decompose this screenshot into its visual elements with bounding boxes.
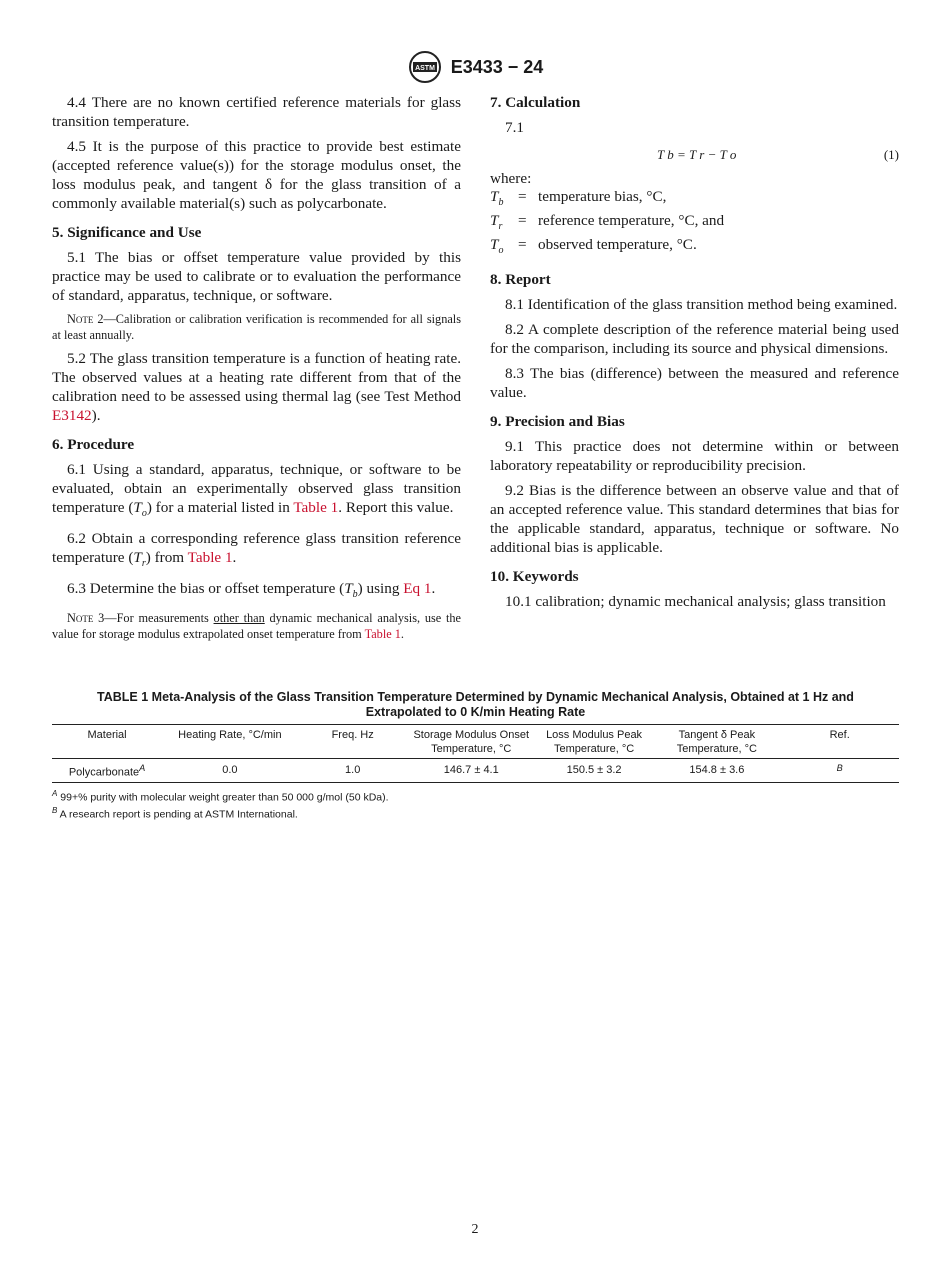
cell-freq: 1.0 (345, 764, 361, 777)
svg-text:ASTM: ASTM (414, 65, 435, 72)
cell-material (52, 759, 162, 783)
para-8-2: 8.2 A complete description of the reference material being used for the comparison, including its source and physical dimensions. (490, 321, 899, 358)
section-6-heading: 6. Procedure (52, 436, 135, 453)
table-footnotes (52, 787, 899, 822)
section-8-heading: 8. Report (490, 271, 551, 289)
section-5-heading: 5. Significance and Use (52, 224, 202, 241)
para-6-1-text: 6.1 Using a standard, apparatus, technique, or software to be evaluated, obtain an experimentally observed glass transition temperature ( (52, 461, 461, 516)
material-name: Polycarbonate (68, 766, 140, 779)
link-e3142[interactable]: E3142 (52, 407, 92, 424)
subscript-b: b (352, 589, 358, 601)
para-6-1-end: . Report this value. (338, 499, 454, 516)
footnote-b (52, 804, 899, 822)
note-2-text: 2—Calibration or calibration verification is recommended for all signals at least annually. (52, 312, 461, 342)
para-6-2-end: . (232, 549, 237, 567)
footnote-mark: A (139, 763, 146, 773)
cell-loss: 150.5 ± 3.2 (566, 764, 622, 777)
symbol-t: T (344, 580, 353, 598)
table-caption (52, 690, 899, 720)
document-designation: E3433 − 24 (450, 56, 544, 77)
table-header-row (52, 725, 899, 759)
para-6-2-mid: ) from (145, 549, 188, 567)
col-header: Storage Modulus Onset Temperature, °C (408, 725, 535, 759)
data-table (52, 724, 899, 783)
col-header: Heating Rate, °C/min (162, 725, 298, 759)
left-column (52, 93, 461, 648)
symbol-t: T (133, 549, 142, 567)
col-header: Material (52, 725, 162, 759)
where-symbol: $T_b$ (490, 188, 504, 209)
page-number: 2 (471, 1222, 479, 1237)
para-5-2-end: ). (91, 407, 101, 424)
para-6-3-end: . (431, 580, 436, 598)
where-symbol: $T_r$ (490, 212, 503, 233)
page-header (0, 50, 950, 84)
para-8-1: 8.1 Identification of the glass transition method being examined. (505, 296, 898, 314)
where-item (490, 212, 899, 236)
cell-storage: 146.7 ± 4.1 (443, 764, 499, 777)
subscript-o: o (141, 508, 147, 520)
where-equals: = (518, 212, 527, 230)
astm-logo-icon (407, 50, 443, 84)
para-6-2 (52, 529, 461, 573)
table-1 (52, 690, 899, 822)
link-table-1[interactable]: Table 1 (293, 499, 339, 516)
cell-tangent: 154.8 ± 3.6 (689, 764, 745, 777)
note-3-underlined: other than (213, 611, 265, 626)
where-item (490, 236, 899, 260)
where-label: where: (490, 170, 532, 187)
para-5-2-text: 5.2 The glass transition temperature is a function of heating rate. The observed values at a heating rate different from that of the calibration need to be assessed using thermal lag (see Test Method (52, 350, 461, 405)
link-table-1[interactable]: Table 1 (364, 627, 401, 642)
footnote-a (52, 787, 899, 805)
para-4-4: 4.4 There are no known certified reference materials for glass transition temperature. (52, 94, 461, 130)
where-list (490, 188, 899, 260)
para-8-3: 8.3 The bias (difference) between the measured and reference value. (490, 365, 899, 402)
equation-1 (490, 137, 899, 167)
table-caption-line-1: TABLE 1 Meta-Analysis of the Glass Transition Temperature Determined by Dynamic Mechanical Analysis, Obtained at 1 Hz and (97, 690, 854, 704)
para-9-2: 9.2 Bias is the difference between an observe value and that of an accepted reference value. This standard determines that bias for the applicable standard, apparatus, technique or software. No additional bias is applicable. (490, 482, 899, 557)
para-6-2-text: 6.2 Obtain a corresponding reference glass transition reference temperature ( (52, 530, 461, 567)
col-header: Ref. (780, 725, 899, 759)
right-column (490, 93, 899, 617)
equation-number: (1) (883, 147, 899, 162)
para-4-5: 4.5 It is the purpose of this practice to provide best estimate (accepted reference value(s)) for the storage modulus onset, the loss modulus peak, and tangent δ for the glass transition of a commonly available material(s) such as polycarbonate. (52, 138, 461, 212)
para-6-1-mid: ) for a material listed in (146, 499, 294, 516)
col-header: Loss Modulus Peak Temperature, °C (535, 725, 654, 759)
where-item (490, 188, 899, 212)
para-6-3-text: 6.3 Determine the bias or offset temperature ( (67, 580, 345, 598)
cell-ref (780, 759, 899, 783)
note-2 (52, 311, 461, 343)
footnote-a-text: 99+% purity with molecular weight greater than 50 000 g/mol (50 kDa). (57, 791, 389, 804)
where-desc: observed temperature, °C. (538, 236, 697, 254)
where-desc: reference temperature, °C, and (538, 212, 725, 230)
equation-formula: T b = T r − T o (657, 147, 737, 162)
para-9-1: 9.1 This practice does not determine within or between laboratory repeatability or reproducibility precision. (490, 438, 899, 475)
para-10-1: 10.1 calibration; dynamic mechanical analysis; glass transition (505, 593, 886, 611)
note-3-text: 3—For measurements (93, 611, 214, 626)
para-6-3 (52, 579, 461, 604)
symbol-t: T (133, 499, 142, 516)
cell-heating-rate: 0.0 (222, 764, 238, 777)
table-caption-line-2: Extrapolated to 0 K/min Heating Rate (365, 705, 586, 719)
table-row (52, 759, 899, 783)
where-equals: = (518, 188, 527, 205)
link-eq-1[interactable]: Eq 1 (403, 580, 432, 598)
where-desc: temperature bias, °C, (538, 188, 667, 205)
footnote-a-mark: A (52, 788, 58, 798)
subscript-r: r (141, 558, 146, 570)
col-header: Tangent δ Peak Temperature, °C (653, 725, 780, 759)
note-3-end: . (400, 627, 404, 642)
note-3-text-2: dynamic mechanical analysis, use the value for storage modulus extrapolated onset temperature from (52, 611, 461, 642)
section-7-heading: 7. Calculation (490, 94, 581, 111)
note-3 (52, 610, 461, 642)
note-3-label: Note (67, 611, 94, 626)
note-2-label: Note (67, 312, 94, 326)
section-10-heading: 10. Keywords (490, 568, 579, 586)
footnote-b-mark: B (52, 806, 58, 816)
where-symbol: $T_o$ (490, 236, 504, 257)
para-6-3-mid: ) using (357, 580, 404, 598)
col-header: Freq. Hz (298, 725, 408, 759)
para-6-1 (52, 460, 461, 523)
para-5-1: 5.1 The bias or offset temperature value provided by this practice may be used to calibrate or to evaluation the performance of standard, apparatus, technique, or software. (52, 249, 461, 304)
footnote-b-text: A research report is pending at ASTM International. (57, 808, 298, 821)
para-5-2 (52, 349, 461, 425)
section-9-heading: 9. Precision and Bias (490, 413, 625, 431)
where-equals: = (518, 236, 527, 254)
link-table-1[interactable]: Table 1 (187, 549, 233, 567)
footnote-mark: B (836, 763, 843, 773)
para-7-1: 7.1 (505, 119, 524, 136)
